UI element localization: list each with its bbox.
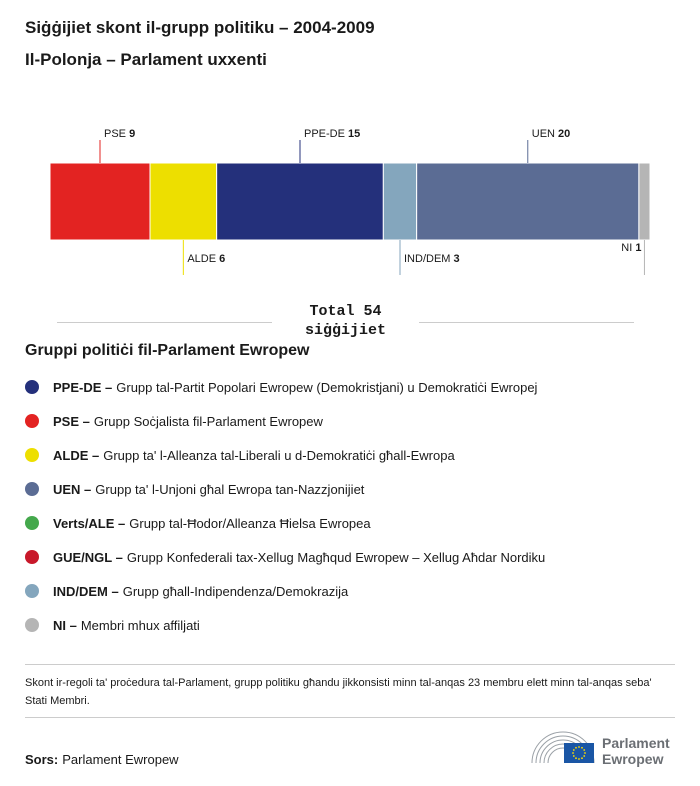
legend-abbr: ALDE – <box>53 447 100 463</box>
legend-item <box>25 574 545 608</box>
bar-label-ind-dem: IND/DEM 3 <box>404 253 460 265</box>
legend-item <box>25 540 545 574</box>
legend-item <box>25 370 545 404</box>
legend-abbr: GUE/NGL – <box>53 549 123 565</box>
logo-star <box>573 755 575 757</box>
logo-star <box>572 752 574 754</box>
legend-dot <box>25 448 39 462</box>
total-divider-right <box>419 322 634 323</box>
total-seats-line1: Total 54 <box>309 303 382 320</box>
footnote-divider-top <box>25 664 675 665</box>
logo-star <box>578 758 580 760</box>
footnote: Skont ir-regoli ta' proċedura tal-Parlament, grupp politiku għandu jikkonsisti minn tal-anqas 23 membru elett minn tal-anqas seba' Stati Membri. <box>25 677 652 707</box>
legend-text: Grupp tal-Partit Popolari Ewropew (Demokristjani) u Demokratiċi Ewropej <box>116 379 538 395</box>
legend-abbr: IND/DEM – <box>53 583 119 599</box>
bar-label-pse: PSE 9 <box>104 128 136 140</box>
legend-dot <box>25 584 39 598</box>
logo-star <box>581 757 583 759</box>
legend-item <box>25 472 545 506</box>
legend-text: Grupp Konfederali tax-Xellug Magħqud Ewropew – Xellug Aħdar Nordiku <box>126 549 546 565</box>
source-label: Sors: <box>25 752 59 767</box>
total-divider-left <box>57 322 272 323</box>
bar-segment-pse <box>50 163 150 240</box>
legend-dot <box>25 516 39 530</box>
legend-dot <box>25 380 39 394</box>
logo-star <box>575 757 577 759</box>
legend-text: Grupp ta' l-Unjoni għal Ewropa tan-Nazzjonijiet <box>95 481 365 497</box>
logo-star <box>583 755 585 757</box>
chart-title: Siġġijiet skont il-grupp politiku – 2004-2009 <box>25 18 375 37</box>
bar-segment-ppe-de <box>217 163 384 240</box>
legend-text: Grupp tal-Ħodor/Alleanza Ħielsa Ewropea <box>129 515 371 531</box>
source-value: Parlament Ewropew <box>62 752 179 767</box>
chart-subtitle: Il-Polonja – Parlament uxxenti <box>25 50 267 69</box>
bar-segment-alde <box>150 163 217 240</box>
logo-star <box>575 747 577 749</box>
legend-abbr: PSE – <box>53 413 90 429</box>
bar-label-alde: ALDE 6 <box>187 253 226 265</box>
logo-text-line2: Ewropew <box>602 751 664 767</box>
legend-text: Grupp Soċjalista fil-Parlament Ewropew <box>93 413 323 429</box>
legend-item <box>25 438 545 472</box>
bar-label-uen: UEN 20 <box>531 128 571 140</box>
legend-dot <box>25 550 39 564</box>
legend-abbr: PPE-DE – <box>53 379 113 395</box>
legend-dot <box>25 482 39 496</box>
legend <box>25 370 545 642</box>
logo-text <box>602 735 670 767</box>
logo-star <box>581 747 583 749</box>
logo-star <box>584 752 586 754</box>
bar-label-ni: NI 1 <box>621 242 642 254</box>
logo-star <box>583 749 585 751</box>
legend-abbr: NI – <box>53 617 77 633</box>
legend-abbr: UEN – <box>53 481 92 497</box>
legend-dot <box>25 618 39 632</box>
legend-text: Membri mhux affiljati <box>80 617 200 633</box>
legend-text: Grupp għall-Indipendenza/Demokrazija <box>122 583 349 599</box>
bar-segment-ni <box>639 163 650 240</box>
european-parliament-logo <box>530 729 680 769</box>
legend-dot <box>25 414 39 428</box>
stacked-bar-chart <box>0 110 700 285</box>
bar-segment-uen <box>417 163 639 240</box>
logo-star <box>578 746 580 748</box>
total-seats-line2: siġġijiet <box>304 322 386 339</box>
total-seats <box>273 302 418 340</box>
source <box>25 752 179 767</box>
bar-label-ppe-de: PPE-DE 15 <box>304 128 361 140</box>
footnote-divider-bottom <box>25 717 675 718</box>
legend-item <box>25 608 545 642</box>
logo-text-line1: Parlament <box>602 735 670 751</box>
parliament-hemicycle-flag-icon <box>530 729 596 765</box>
legend-text: Grupp ta' l-Alleanza tal-Liberali u d-Demokratiċi għall-Ewropa <box>103 447 455 463</box>
legend-item <box>25 404 545 438</box>
legend-item <box>25 506 545 540</box>
bar-segment-ind-dem <box>383 163 416 240</box>
logo-star <box>573 749 575 751</box>
legend-title: Gruppi politiċi fil-Parlament Ewropew <box>25 342 310 359</box>
legend-abbr: Verts/ALE – <box>53 515 126 531</box>
